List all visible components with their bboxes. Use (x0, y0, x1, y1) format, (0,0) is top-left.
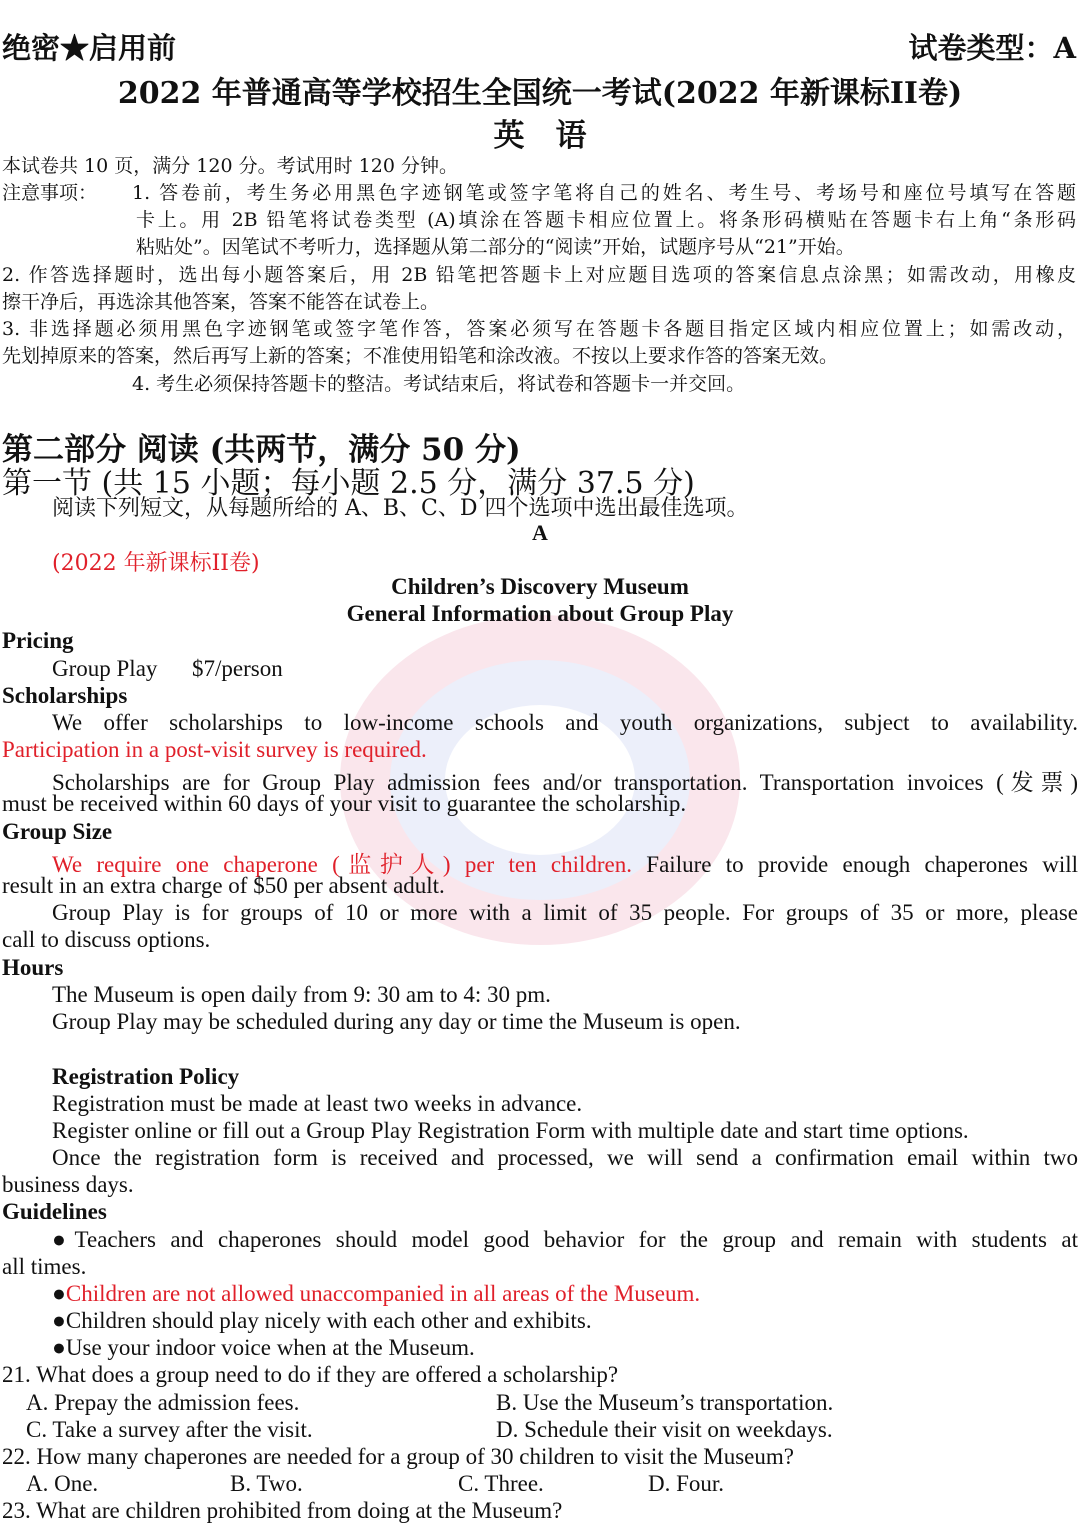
passage-subtitle: General Information about Group Play (346, 601, 734, 626)
question-21: 21. What does a group need to do if they are offered a scholarship? (2, 1362, 619, 1387)
guideline4 (52, 1335, 475, 1361)
registration-line3: Once the registration form is received and processed, we will send a confirmation email within two (52, 1145, 1078, 1170)
notice-label: 注意事项： (2, 182, 98, 204)
registration-line2: Register online or fill out a Group Play Registration Form with multiple date and start time options. (52, 1118, 969, 1143)
registration-line4: business days. (2, 1172, 134, 1197)
pricing-heading: Pricing (2, 628, 74, 653)
q22-option-a: A. One. (26, 1471, 99, 1496)
group-size-p1-line2: result in an extra charge of $50 per absent adult. (2, 873, 445, 898)
bullet-icon: ● (52, 1308, 66, 1333)
hours-line1: The Museum is open daily from 9: 30 am to 4: 30 pm. (52, 982, 551, 1007)
q22-option-d: D. Four. (648, 1471, 725, 1496)
group-size-p2-line2: call to discuss options. (2, 927, 211, 952)
notice-item4: 4. 考生必须保持答题卡的整洁。考试结束后，将试卷和答题卡一并交回。 (132, 373, 746, 395)
instruction: 阅读下列短文，从每题所给的 A、B、C、D 四个选项中选出最佳选项。 (52, 496, 749, 521)
hours-line2: Group Play may be scheduled during any day or time the Museum is open. (52, 1009, 741, 1034)
scholarships-p1-red: Participation in a post-visit survey is required. (2, 737, 427, 762)
guideline2-red: Children are not allowed unaccompanied in all areas of the Museum. (65, 1281, 701, 1306)
passage-title: Children’s Discovery Museum (391, 574, 689, 599)
guideline4-text: Use your indoor voice when at the Museum. (65, 1335, 475, 1360)
q21-option-d: D. Schedule their visit on weekdays. (496, 1417, 833, 1442)
group-size-p2-line1: Group Play is for groups of 10 or more with a limit of 35 people. For groups of 35 or more, please (52, 900, 1078, 925)
bullet-icon: ● (52, 1227, 75, 1252)
notice-item3-line1: 3. 非选择题必须用黑色字迹钢笔或签字笔作答，答案必须写在答题卡各题目指定区域内相应位置上；如需改动， (2, 318, 1076, 340)
notice-item1-line1: 1. 答卷前，考生务必用黑色字迹钢笔或签字笔将自己的姓名、考生号、考场号和座位号填写在答题 (132, 182, 1076, 204)
notice-item1-line2: 卡上。用 2B 铅笔将试卷类型 (A)填涂在答题卡相应位置上。将条形码横贴在答题卡右上角“条形码 (136, 209, 1076, 231)
notice-item3-line2: 先划掉原来的答案，然后再写上新的答案；不准使用铅笔和涂改液。不按以上要求作答的答案无效。 (2, 345, 839, 367)
question-22: 22. How many chaperones are needed for a group of 30 children to visit the Museum? (2, 1444, 794, 1469)
scholarships-p1: We offer scholarships to low-income schools and youth organizations, subject to availability. (52, 710, 1078, 735)
part-title: 第二部分 阅读 (共两节，满分 50 分) (2, 432, 521, 468)
group-size-p1-rest: Failure to provide enough chaperones will (632, 852, 1078, 877)
notice-item1-line3: 粘贴处”。因笔试不考听力，选择题从第二部分的“阅读”开始，试题序号从“21”开始。 (136, 236, 855, 258)
guidelines-heading: Guidelines (2, 1199, 107, 1224)
registration-heading: Registration Policy (52, 1064, 240, 1089)
bullet-icon: ● (52, 1281, 66, 1306)
pricing-price: $7/person (192, 656, 283, 681)
group-size-heading: Group Size (2, 819, 113, 844)
scholarships-p2-line1: Scholarships are for Group Play admission fees and/or transportation. Transportation invoices (发票) (52, 770, 1078, 795)
scholarships-p2-line2: must be received within 60 days of your visit to guarantee the scholarship. (2, 791, 687, 816)
notice-item2-line1: 2. 作答选择题时，选出每小题答案后，用 2B 铅笔把答题卡上对应题目选项的答案信息点涂黑；如需改动，用橡皮 (2, 264, 1076, 286)
secret-label: 绝密★启用前 (2, 31, 177, 65)
subject-title: 英 语 (493, 118, 587, 154)
pricing-item: Group Play (52, 656, 158, 681)
guideline3 (52, 1308, 592, 1334)
passage-letter: A (532, 520, 548, 545)
q21-option-a: A. Prepay the admission fees. (26, 1390, 300, 1415)
guideline1-line1 (52, 1227, 1078, 1253)
paper-type: 试卷类型：A (908, 31, 1076, 65)
notice-intro: 本试卷共 10 页，满分 120 分。考试用时 120 分钟。 (2, 155, 458, 177)
q22-option-b: B. Two. (230, 1471, 303, 1496)
subsection-title: 第一节 (共 15 小题；每小题 2.5 分，满分 37.5 分) (2, 466, 695, 501)
hours-heading: Hours (2, 955, 64, 980)
exam-title: 2022 年普通高等学校招生全国统一考试(2022 年新课标II卷) (117, 76, 963, 111)
notice-item2-line2: 擦干净后，再选涂其他答案，答案不能答在试卷上。 (2, 291, 440, 313)
guideline1-text: Teachers and chaperones should model good behavior for the group and remain with students at (74, 1227, 1078, 1252)
guideline2 (52, 1281, 700, 1307)
question-23: 23. What are children prohibited from doing at the Museum? (2, 1498, 563, 1523)
group-size-red: We require one chaperone (监护人) per ten children. (52, 852, 633, 877)
q21-option-c: C. Take a survey after the visit. (26, 1417, 313, 1442)
q21-option-b: B. Use the Museum’s transportation. (496, 1390, 834, 1415)
scholarships-heading: Scholarships (2, 683, 128, 708)
bullet-icon: ● (52, 1335, 66, 1360)
guideline1-line2: all times. (2, 1254, 87, 1279)
q22-option-c: C. Three. (458, 1471, 544, 1496)
guideline3-text: Children should play nicely with each other and exhibits. (65, 1308, 592, 1333)
registration-line1: Registration must be made at least two weeks in advance. (52, 1091, 583, 1116)
source-tag: (2022 年新课标II卷) (52, 551, 260, 576)
